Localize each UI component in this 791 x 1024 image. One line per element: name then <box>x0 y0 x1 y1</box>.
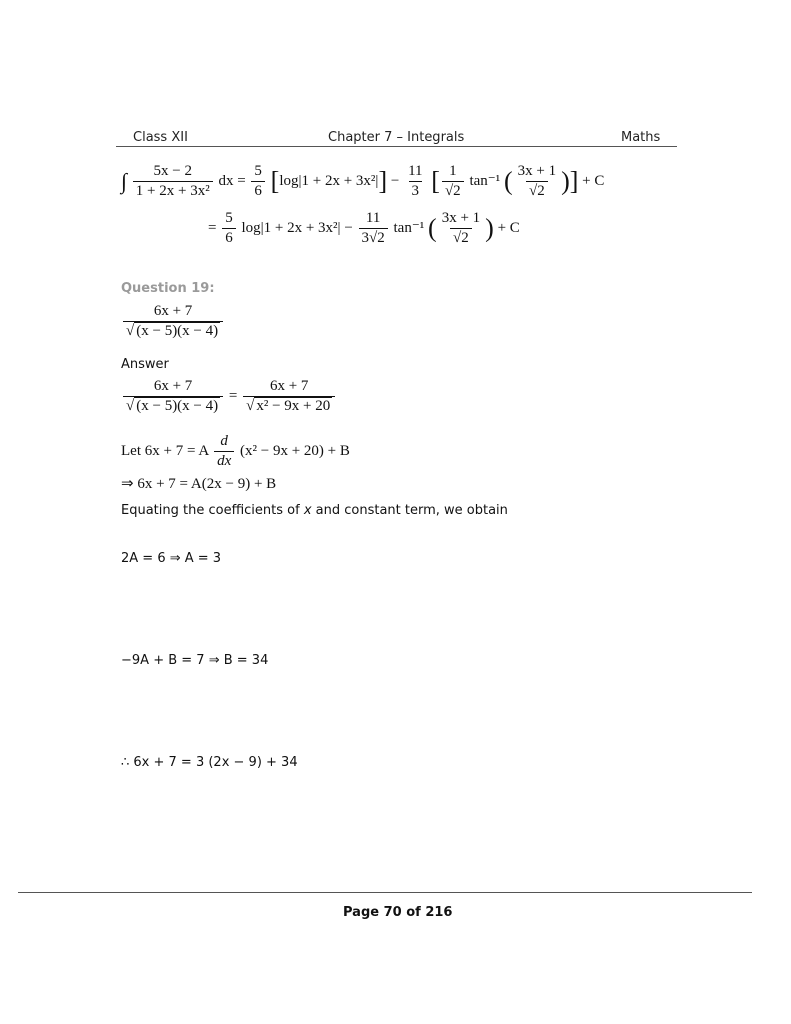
step-b: −9A + B = 7 ⇒ B = 34 <box>121 653 269 668</box>
integrand-denominator: 1 + 2x + 3x² <box>133 181 213 200</box>
coef-numerator: 11 <box>365 210 381 226</box>
implies-equation: ⇒ 6x + 7 = A(2x − 9) + B <box>121 476 277 492</box>
equals-sign: = <box>228 387 238 404</box>
constant-term: + C <box>497 219 520 236</box>
step-conclusion: ∴ 6x + 7 = 3 (2x − 9) + 34 <box>121 755 298 770</box>
open-bracket: [ <box>270 166 280 196</box>
arctan-argument <box>515 163 559 200</box>
left-numerator: 6x + 7 <box>153 378 193 394</box>
right-numerator: 6x + 7 <box>269 378 309 394</box>
left-denominator: √ (x − 5)(x − 4) <box>123 396 223 415</box>
coef-11-3root2 <box>359 210 388 247</box>
derivative-operator <box>214 433 234 470</box>
integrand-numerator: 5x − 2 <box>153 163 192 179</box>
integral-sign: ∫ <box>121 168 128 194</box>
equation-line-1 <box>121 163 604 200</box>
footer-rule <box>18 892 752 893</box>
dx-equals: dx = <box>218 172 246 189</box>
answer-equation <box>121 378 337 415</box>
let-suffix: (x² − 9x + 20) + B <box>240 442 350 459</box>
question-numerator: 6x + 7 <box>153 303 193 319</box>
close-paren: ) <box>561 166 570 196</box>
inner-denominator: √2 <box>442 181 464 200</box>
inner-fraction <box>442 163 464 200</box>
derivative-denominator: dx <box>214 451 234 470</box>
equating-text <box>121 503 508 518</box>
close-bracket: ] <box>378 166 388 196</box>
page-number: Page 70 of 216 <box>343 905 453 920</box>
argument-denominator: √2 <box>526 181 548 200</box>
integrand-fraction <box>133 163 213 200</box>
coef-5-6 <box>222 210 236 247</box>
right-denominator: √ x² − 9x + 20 <box>243 396 335 415</box>
arctan-argument <box>439 210 483 247</box>
question-label: Question 19: <box>121 281 215 296</box>
header-class: Class XII <box>133 130 188 145</box>
left-fraction <box>123 378 223 415</box>
coef-numerator: 5 <box>225 210 233 226</box>
equating-part-2: and constant term, we obtain <box>311 503 508 518</box>
equation-line-2 <box>208 210 520 247</box>
coef-numerator: 5 <box>254 163 262 179</box>
equals-sign: = <box>208 219 217 236</box>
header-subject: Maths <box>621 130 661 145</box>
header-rule <box>116 146 677 147</box>
constant-term: + C <box>582 172 605 189</box>
minus-sign: − <box>344 219 353 236</box>
log-term: log|1 + 2x + 3x²| <box>279 172 379 189</box>
header-chapter: Chapter 7 – Integrals <box>328 130 465 145</box>
close-bracket: ] <box>569 166 579 196</box>
step-a: 2A = 6 ⇒ A = 3 <box>121 551 222 566</box>
argument-numerator: 3x + 1 <box>441 210 481 226</box>
equating-part-1: Equating the coefficients of <box>121 503 304 518</box>
open-paren: ( <box>428 213 437 243</box>
close-paren: ) <box>485 213 494 243</box>
open-bracket: [ <box>431 166 440 196</box>
arctan: tan⁻¹ <box>393 219 425 236</box>
let-equation <box>121 433 350 470</box>
derivative-numerator: d <box>220 433 228 449</box>
argument-numerator: 3x + 1 <box>517 163 557 179</box>
question-fraction <box>123 303 223 340</box>
answer-label: Answer <box>121 357 169 372</box>
coef-denominator: 6 <box>222 228 236 247</box>
coef-denominator: 6 <box>251 181 265 200</box>
minus-sign: − <box>390 172 400 189</box>
right-fraction <box>243 378 335 415</box>
open-paren: ( <box>503 166 513 196</box>
question-expression <box>121 303 225 340</box>
coef-numerator: 11 <box>408 163 423 179</box>
coef-denominator: 3√2 <box>359 228 388 247</box>
log-term: log|1 + 2x + 3x²| <box>241 219 341 236</box>
radicand: x² − 9x + 20 <box>256 398 331 414</box>
coef-denominator: 3 <box>409 181 423 200</box>
inner-numerator: 1 <box>449 163 457 179</box>
argument-denominator: √2 <box>450 228 472 247</box>
radicand: (x − 5)(x − 4) <box>136 323 219 339</box>
equating-variable: x <box>303 503 312 518</box>
radicand: (x − 5)(x − 4) <box>136 398 219 414</box>
arctan: tan⁻¹ <box>469 172 501 189</box>
let-prefix: Let 6x + 7 = A <box>121 442 209 459</box>
coef-11-3 <box>405 163 425 200</box>
coef-5-6 <box>251 163 265 200</box>
question-denominator: √ (x − 5)(x − 4) <box>123 321 223 340</box>
